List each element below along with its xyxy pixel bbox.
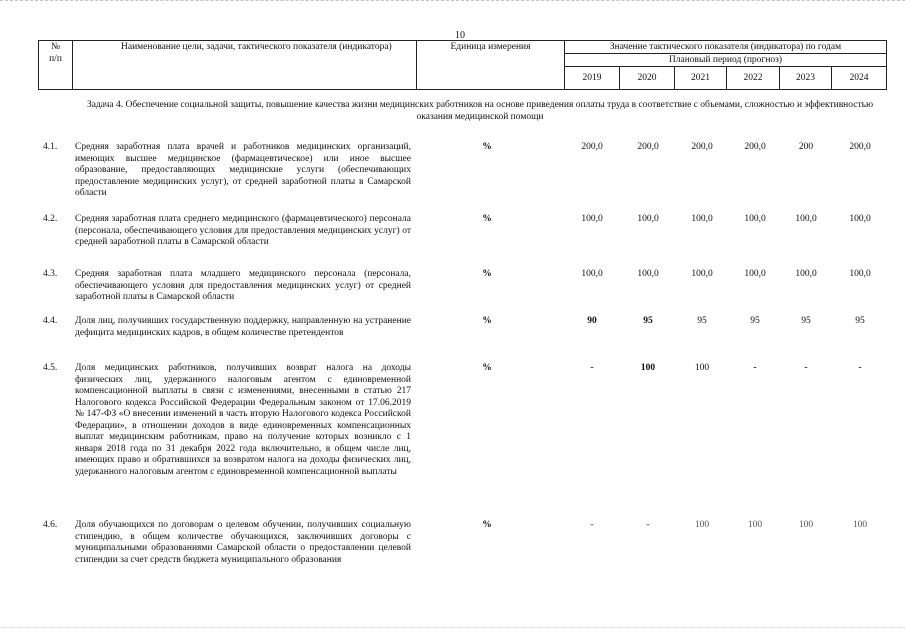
row-number: 4.5. [43, 363, 58, 373]
row-value: 100,0 [637, 269, 659, 279]
row-value: 95 [801, 316, 811, 326]
header-number-column: № п/п [39, 41, 73, 90]
row-value: - [590, 363, 594, 373]
row-unit: % [482, 316, 492, 326]
row-value: 100 [747, 520, 763, 530]
header-year: 2023 [780, 67, 832, 90]
header-year: 2021 [675, 67, 727, 90]
header-values-column: Значение тактического показателя (индикатора) по годам [565, 41, 887, 54]
row-value: 100,0 [849, 269, 871, 279]
row-value: 100 [852, 520, 868, 530]
row-number: 4.6. [43, 520, 58, 530]
row-value: - [753, 363, 757, 373]
page-number: 10 [455, 30, 465, 41]
row-value: 100,0 [744, 269, 766, 279]
row-indicator-text: Доля обучающихся по договорам о целевом обучении, получивших социальную стипендию, в общем количестве обучающихся, заключивших договоры с муниципальными образованиями Самарской области о предоставлении целевой стипендии за счет средств бюджета муниципального образования [75, 520, 411, 565]
indicator-table-header [38, 40, 887, 90]
row-value: 100,0 [795, 269, 817, 279]
row-indicator-text: Средняя заработная плата среднего медицинского (фармацевтического) персонала (персонала, обеспечивающего условия для предоставления медицинских услуг) от средней заработной платы в Самарской области [75, 214, 411, 247]
row-value: 100,0 [637, 214, 659, 224]
row-value: 95 [750, 316, 760, 326]
header-year: 2020 [620, 67, 675, 90]
row-value: 95 [855, 316, 865, 326]
row-indicator-text: Средняя заработная плата врачей и работников медицинских организаций, имеющих высшее медицинское (фармацевтическое) или иное высшее образование, предоставляющих медицинские услуги (обеспечивающих предоставление медицинских услуг), от средней заработной платы в Самарской области [75, 142, 411, 198]
row-number: 4.2. [43, 214, 58, 224]
row-unit: % [482, 142, 492, 152]
header-year: 2024 [832, 67, 887, 90]
task-title: Задача 4. Обеспечение социальной защиты, повышение качества жизни медицинских работников на основе приведения оплаты труда в соответствие с объемами, сложностью и эффективностью оказания медицинской помощи [86, 100, 874, 122]
row-value: 100,0 [849, 214, 871, 224]
row-value: 200,0 [581, 142, 603, 152]
row-value: 200,0 [691, 142, 713, 152]
row-value: 200 [798, 142, 814, 152]
row-value: 200,0 [744, 142, 766, 152]
row-indicator-text: Доля лиц, получивших государственную поддержку, направленную на устранение дефицита медицинских кадров, в общем количестве претендентов [75, 316, 411, 338]
header-title-column: Наименование цели, задачи, тактического показателя (индикатора) [73, 41, 417, 90]
scan-edge-bottom [0, 627, 905, 630]
row-unit: % [482, 520, 492, 530]
row-indicator-text: Доля медицинских работников, получивших возврат налога на доходы физических лиц, удержанного налоговым агентом с единовременной компенсационной выплаты в связи с изменениями, внесенными в статью 217 Налогового кодекса Российской Федерации Федеральным законом от 17.06.2019 № 147-ФЗ «О внесении изменений в часть вторую Налогового кодекса Российской Федерации», в отношении доходов в виде единовременных компенсационных выплат медицинским работникам, право на получение которых возникло с 1 января 2018 года по 31 декабря 2022 года включительно, в общем числе лиц, имеющих право и обратившихся за возвратом налога на доходы физических лиц, удержанного налоговым агентом с единовременной компенсационной выплаты [75, 363, 411, 477]
row-number: 4.1. [43, 142, 58, 152]
row-number: 4.3. [43, 269, 58, 279]
row-value: 95 [643, 316, 653, 326]
row-value: 95 [697, 316, 707, 326]
row-value: 200,0 [637, 142, 659, 152]
row-unit: % [482, 363, 492, 373]
row-value: - [858, 363, 862, 373]
row-value: 100,0 [744, 214, 766, 224]
row-value: 100,0 [795, 214, 817, 224]
row-indicator-text: Средняя заработная плата младшего медицинского персонала (персонала, обеспечивающего условия для предоставления медицинских услуг) от средней заработной платы в Самарской области [75, 269, 411, 302]
row-value: 100 [640, 363, 656, 373]
header-unit-column: Единица измерения [417, 41, 565, 90]
row-number: 4.4. [43, 316, 58, 326]
row-value: 100,0 [691, 269, 713, 279]
row-value: 100 [694, 520, 710, 530]
row-value: - [804, 363, 808, 373]
scan-edge-top [0, 0, 905, 4]
row-value: 100,0 [581, 269, 603, 279]
row-value: 100 [694, 363, 710, 373]
row-value: - [646, 520, 650, 530]
row-unit: % [482, 214, 492, 224]
header-year: 2022 [727, 67, 780, 90]
row-value: 100 [798, 520, 814, 530]
header-planning-period: Плановый период (прогноз) [565, 54, 887, 67]
row-value: 200,0 [849, 142, 871, 152]
row-unit: % [482, 269, 492, 279]
row-value: 100,0 [581, 214, 603, 224]
row-value: - [590, 520, 594, 530]
row-value: 100,0 [691, 214, 713, 224]
header-year: 2019 [565, 67, 620, 90]
row-value: 90 [587, 316, 597, 326]
